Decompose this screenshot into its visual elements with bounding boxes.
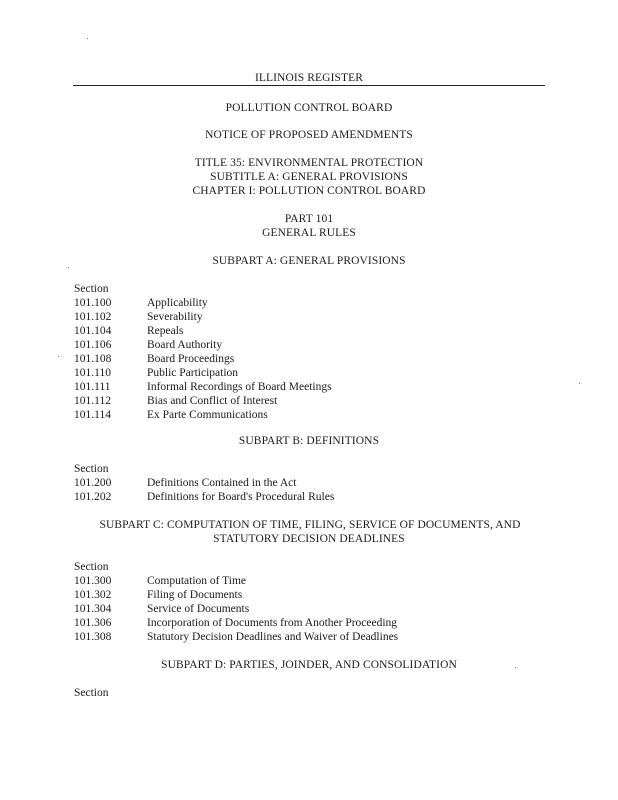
- section-number: 101.302: [74, 589, 112, 601]
- scan-speck: [579, 383, 580, 384]
- section-number: 101.100: [74, 297, 112, 309]
- section-number: 101.106: [74, 339, 112, 351]
- section-row: [74, 310, 203, 324]
- part-name: GENERAL RULES: [262, 227, 356, 239]
- subpart-c-title-line1: SUBPART C: COMPUTATION OF TIME, FILING, SERVICE OF DOCUMENTS, AND: [99, 519, 521, 531]
- section-row: [74, 602, 249, 616]
- section-number: 101.202: [74, 491, 112, 503]
- section-title: Public Participation: [147, 367, 239, 379]
- section-row: [74, 616, 397, 630]
- section-title: Statutory Decision Deadlines and Waiver of Deadlines: [147, 631, 399, 643]
- subpart-a-title: SUBPART A: GENERAL PROVISIONS: [212, 255, 406, 267]
- section-row: [74, 476, 296, 490]
- section-row: [74, 574, 246, 588]
- scan-speck: [68, 267, 69, 268]
- section-title: Informal Recordings of Board Meetings: [147, 381, 332, 393]
- section-number: 101.308: [74, 631, 112, 643]
- section-title: Definitions Contained in the Act: [147, 477, 297, 489]
- section-title: Applicability: [147, 297, 208, 309]
- section-row: [74, 366, 238, 380]
- section-row: [74, 630, 398, 644]
- section-row: [74, 324, 183, 338]
- scan-speck: [87, 38, 88, 39]
- section-number: 101.300: [74, 575, 112, 587]
- section-title: Service of Documents: [147, 603, 250, 615]
- section-number: 101.114: [74, 409, 111, 421]
- board-name: POLLUTION CONTROL BOARD: [225, 102, 393, 114]
- section-title: Repeals: [147, 325, 184, 337]
- section-title: Ex Parte Communications: [147, 409, 268, 421]
- section-title: Severability: [147, 311, 203, 323]
- section-row: [74, 380, 332, 394]
- part-number: PART 101: [284, 213, 334, 225]
- section-number: 101.108: [74, 353, 112, 365]
- subpart-c-title-line2: STATUTORY DECISION DEADLINES: [213, 533, 405, 545]
- subpart-d-section-label: Section: [74, 687, 109, 699]
- subpart-c-section-label: Section: [74, 561, 109, 573]
- section-number: 101.200: [74, 477, 112, 489]
- section-number: 101.104: [74, 325, 112, 337]
- section-row: [74, 408, 268, 422]
- subtitle-line: SUBTITLE A: GENERAL PROVISIONS: [210, 171, 408, 183]
- register-header: ILLINOIS REGISTER: [254, 72, 364, 84]
- section-number: 101.112: [74, 395, 111, 407]
- section-title: Bias and Conflict of Interest: [147, 395, 278, 407]
- subpart-b-section-label: Section: [74, 463, 109, 475]
- section-row: [74, 352, 234, 366]
- subpart-b-title: SUBPART B: DEFINITIONS: [238, 435, 380, 447]
- subpart-d-title: SUBPART D: PARTIES, JOINDER, AND CONSOLIDATION: [161, 659, 457, 671]
- section-row: [74, 296, 208, 310]
- title-line: TITLE 35: ENVIRONMENTAL PROTECTION: [194, 157, 424, 169]
- section-row: [74, 588, 242, 602]
- section-title: Board Authority: [147, 339, 223, 351]
- notice-title: NOTICE OF PROPOSED AMENDMENTS: [205, 129, 413, 141]
- chapter-line: CHAPTER I: POLLUTION CONTROL BOARD: [192, 185, 426, 197]
- section-number: 101.111: [74, 381, 111, 393]
- section-row: [74, 338, 222, 352]
- section-number: 101.304: [74, 603, 112, 615]
- section-number: 101.306: [74, 617, 112, 629]
- section-number: 101.102: [74, 311, 112, 323]
- subpart-a-section-label: Section: [74, 283, 109, 295]
- section-title: Incorporation of Documents from Another Proceeding: [147, 617, 398, 629]
- section-row: [74, 394, 277, 408]
- section-title: Filing of Documents: [147, 589, 243, 601]
- scan-speck: [58, 356, 59, 357]
- section-title: Computation of Time: [147, 575, 247, 587]
- section-title: Board Proceedings: [147, 353, 235, 365]
- header-rule: [73, 85, 545, 86]
- section-number: 101.110: [74, 367, 111, 379]
- section-title: Definitions for Board's Procedural Rules: [147, 491, 335, 503]
- section-row: [74, 490, 334, 504]
